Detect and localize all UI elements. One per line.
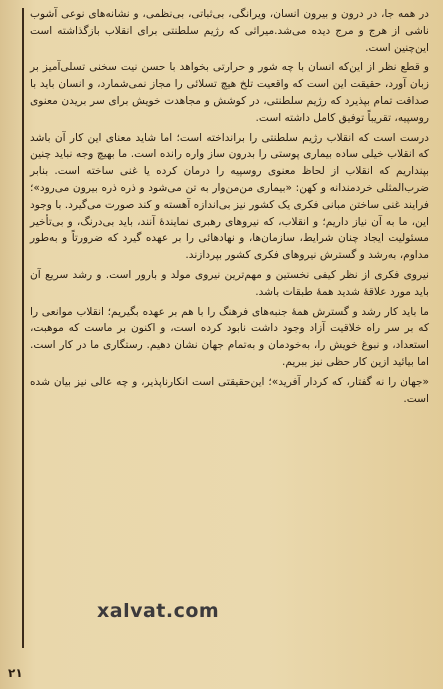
body-text: [30, 6, 429, 410]
paragraph-5: ما باید کار رشد و گسترش همهٔ جنبه‌های فرهنگ را با هم بر عهده بگیریم؛ انقلاب موانعی را که بر سر راه خلاقیت آزاد وجود داشت نابود کرده است، و اکنون بر ماست که موهبت، استعداد، و نبوغ خویش را، به‌خودمان و به‌تمام جهان نشان دهیم. رستگاری ما در کار است. اما بیائید ازین کار حظی نیز ببریم.: [30, 305, 429, 368]
paragraph-3: درست است که انقلاب رژیم سلطنتی را برانداخته است؛ اما شاید معنای این کار آن باشد که انقلاب خیلی ساده بیماری پوستی را بدرون ساز واره رانده است. ما بهیچ وجه نباید چنین بپنداریم که انقلاب از لحاظ معنوی روسپیه را درمان کرده یا غنی ساخته است. بنابر ضرب‌المثلی خردمندانه و کهن: «بیماری من‌من‌وار به تن می‌شود و ذره ذره بیرون می‌رود»؛ فرایند غنی ساختن مبانی فکری یک کشور نیز بی‌اندازه آهسته و کند صورت می‌گیرد. با وجود این، ما به آن نیاز داریم؛ و انقلاب، که نیروهای رهبری نمایندهٔ آنند، باید بی‌درنگ، و بی‌تأخیر مسئولیت ایجاد چنان شرایط، سازمان‌ها، و نهادهائی را بر عهده گیرد که ضرورتاً و به‌طور مداوم، به‌رشد و گسترش نیروهای فکری کشور بپردازند.: [30, 131, 429, 262]
watermark: xalvat.com: [97, 600, 220, 622]
paragraph-1: در همه جا، در درون و بیرون انسان، ویرانگی، بی‌ثباتی، بی‌نظمی، و نشانه‌های نوعی آشوب ناشی از هرج و مرج دیده می‌شد.میراثی که رژیم سلطنتی برای انقلاب بازگذاشته است این‌چنین است.: [30, 8, 429, 54]
paragraph-2: و قطع نظر از این‌که انسان با چه شور و حرارتی بخواهد با حسن نیت سخنی تسلی‌آمیز بر زبان آورد، حقیقت این است که واقعیت تلخ هیچ تسلائی را مجاز نمی‌شمارد، و انسان باید با صداقت تمام بپذیرد که رژیم سلطنتی، در کوشش و مجاهدت خویش برای سر بریدن معنوی روسپیه، تقریباً توفیق کامل داشته است.: [30, 61, 429, 124]
paragraph-4: نیروی فکری از نظر کیفی نخستین و مهم‌ترین نیروی مولد و بارور است. و رشد سریع آن باید مورد علاقهٔ شدید همهٔ طبقات باشد.: [30, 268, 429, 298]
paragraph-6: «جهان را نه گفتار، که کردار آفرید»؛ این‌حقیقتی است انکارناپذیر، و چه عالی نیز بیان شده است.: [30, 375, 429, 405]
margin-rule: [22, 8, 24, 648]
page-number: ۲۱: [8, 666, 23, 680]
